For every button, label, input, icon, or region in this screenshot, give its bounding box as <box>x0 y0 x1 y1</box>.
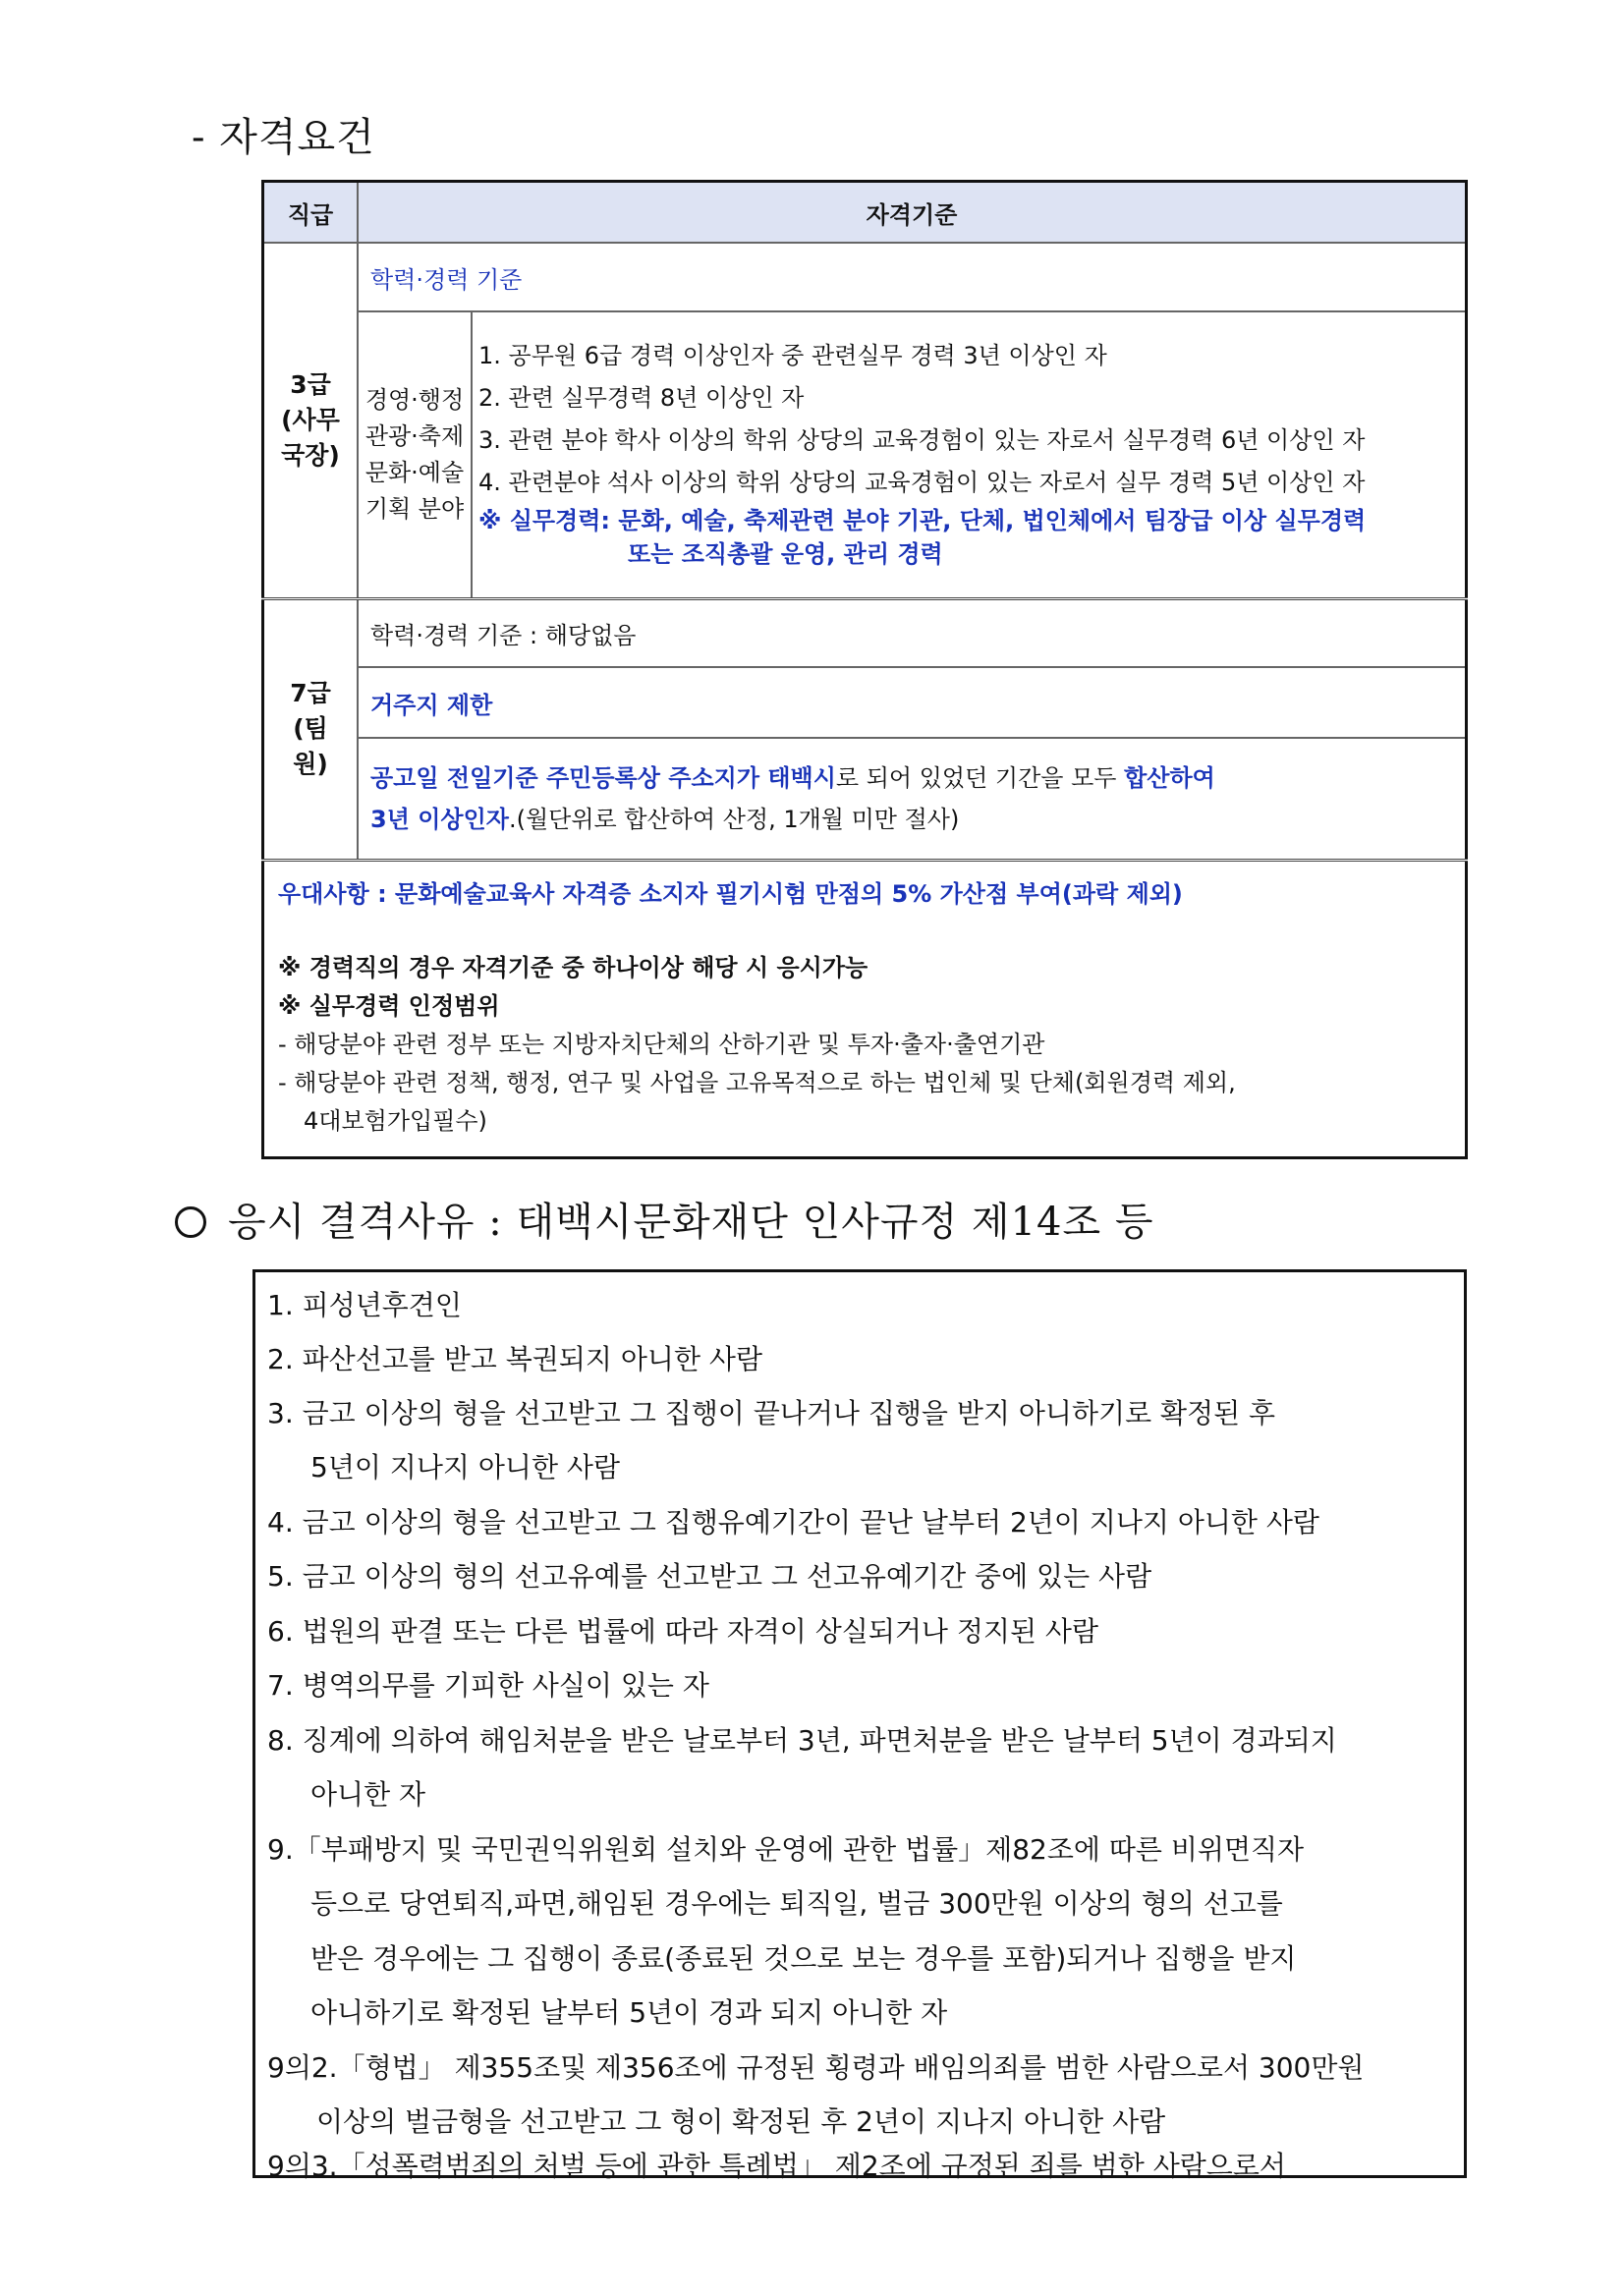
experience-note-line2: 또는 조직총괄 운영, 관리 경력 <box>628 539 943 568</box>
list-item: 2. 파산선고를 받고 복권되지 아니한 사람 <box>267 1343 762 1375</box>
note-experienced: ※ 경력직의 경우 자격기준 중 하나이상 해당 시 응시가능 <box>278 953 868 981</box>
preference-note: 우대사항 : 문화예술교육사 자격증 소지자 필기시험 만점의 5% 가산점 부여(과락 제외) <box>278 879 1183 908</box>
field-line: 경영·행정 <box>364 385 465 414</box>
grade7-label <box>263 598 359 860</box>
list-item: 9의2.「형법」 제355조및 제356조에 규정된 횡령과 배임의죄를 범한 사람으로서 300만원 <box>267 2051 1365 2084</box>
bottom-notes-row <box>263 860 1467 1157</box>
criteria-item: 2. 관련 실무경력 8년 이상인 자 <box>478 383 805 412</box>
bottom-notes <box>263 860 1467 1157</box>
grade3-criteria-list <box>472 311 1467 598</box>
list-item: 1. 피성년후견인 <box>267 1289 462 1321</box>
grade7-residence-title-row <box>263 667 1467 738</box>
grade3-label-line1: 3급 <box>290 369 331 399</box>
circle-bullet-icon <box>175 1206 206 1238</box>
section-title-qualifications: - 자격요건 <box>192 115 375 160</box>
grade7-edu-row <box>263 598 1467 667</box>
criteria-item: 4. 관련분야 석사 이상의 학위 상당의 교육경험이 있는 자로서 실무 경력 5년 이상인 자 <box>478 468 1366 496</box>
list-item: 3. 금고 이상의 형을 선고받고 그 집행이 끝나거나 집행을 받지 아니하기로 확정된 후 <box>267 1397 1276 1429</box>
disqualification-box <box>252 1269 1467 2182</box>
criteria-item: 1. 공무원 6급 경력 이상인자 중 관련실무 경력 3년 이상인 자 <box>478 341 1107 369</box>
field-line: 관광·축제 <box>364 421 465 450</box>
grade3-field <box>358 311 472 598</box>
experience-note-line1: ※ 실무경력: 문화, 예술, 축제관련 분야 기관, 단체, 법인체에서 팀장급 이상 실무경력 <box>478 506 1367 534</box>
grade7-residence-detail <box>358 738 1467 860</box>
list-item: 9.「부패방지 및 국민권익위원회 설치와 운영에 관한 법률」제82조에 따른 비위면직자 <box>267 1833 1305 1866</box>
list-item: 이상의 벌금형을 선고받고 그 형이 확정된 후 2년이 지나지 아니한 사람 <box>316 2105 1166 2138</box>
grade3-label-line2: (사무 <box>281 405 340 434</box>
list-item: 8. 징계에 의하여 해임처분을 받은 날로부터 3년, 파면처분을 받은 날부터 5년이 경과되지 <box>267 1724 1337 1757</box>
grade3-criteria-row <box>263 311 1467 598</box>
header-grade: 직급 <box>263 182 359 244</box>
scope-item: - 해당분야 관련 정책, 행정, 연구 및 사업을 고유목적으로 하는 법인체 및 단체(회원경력 제외, <box>278 1068 1236 1096</box>
grade7-residence-detail-row <box>263 738 1467 860</box>
header-criteria: 자격기준 <box>358 182 1467 244</box>
scope-item: - 해당분야 관련 정부 또는 지방자치단체의 산하기관 및 투자·출자·출연기관 <box>278 1030 1045 1058</box>
list-item: 아니한 자 <box>310 1778 426 1811</box>
grade7-label-line2: (팀원) <box>293 714 328 778</box>
residence-line1: 공고일 전일기준 주민등록상 주소지가 태백시로 되어 있었던 기간을 모두 합산하여 <box>370 763 1215 792</box>
list-item: 9의3.「성폭력범죄의 처벌 등에 관한 특례법」 제2조에 규정된 죄를 범한 사람으로서 <box>267 2150 1286 2182</box>
grade7-label-line1: 7급 <box>290 679 331 707</box>
table-header-row <box>263 182 1467 244</box>
list-item: 등으로 당연퇴직,파면,해임된 경우에는 퇴직일, 벌금 300만원 이상의 형의 선고를 <box>310 1887 1283 1920</box>
grade3-label-line3: 국장) <box>281 440 340 470</box>
list-item: 4. 금고 이상의 형을 선고받고 그 집행유예기간이 끝난 날부터 2년이 지나지 아니한 사람 <box>267 1506 1319 1539</box>
section-title-disqualifications: 응시 결격사유 : 태백시문화재단 인사규정 제14조 등 <box>175 1191 1153 1247</box>
list-item: 받은 경우에는 그 집행이 종료(종료된 것으로 보는 경우를 포함)되거나 집행을 받지 <box>310 1942 1297 1975</box>
field-line: 문화·예술 <box>364 458 465 486</box>
grade7-residence-title: 거주지 제한 <box>358 667 1467 738</box>
grade3-edu-career-title: 학력·경력 기준 <box>358 243 1467 311</box>
list-item: 5. 금고 이상의 형의 선고유예를 선고받고 그 선고유예기간 중에 있는 사람 <box>267 1560 1152 1593</box>
qualification-table <box>261 180 1468 1159</box>
list-item: 5년이 지나지 아니한 사람 <box>310 1451 620 1484</box>
grade3-label <box>263 243 359 598</box>
note-experience-scope: ※ 실무경력 인정범위 <box>278 991 500 1020</box>
field-line: 기획 분야 <box>364 494 465 523</box>
residence-line2: 3년 이상인자.(월단위로 합산하여 산정, 1개월 미만 절사) <box>370 805 960 833</box>
grade7-edu-career: 학력·경력 기준 : 해당없음 <box>358 598 1467 667</box>
scope-item-continued: 4대보험가입필수) <box>304 1106 487 1135</box>
grade3-title-row <box>263 243 1467 311</box>
criteria-item: 3. 관련 분야 학사 이상의 학위 상당의 교육경험이 있는 자로서 실무경력 6년 이상인 자 <box>478 425 1366 454</box>
list-item: 7. 병역의무를 기피한 사실이 있는 자 <box>267 1669 709 1702</box>
list-item: 6. 법원의 판결 또는 다른 법률에 따라 자격이 상실되거나 정지된 사람 <box>267 1615 1099 1648</box>
list-item: 아니하기로 확정된 날부터 5년이 경과 되지 아니한 자 <box>310 1996 948 2029</box>
